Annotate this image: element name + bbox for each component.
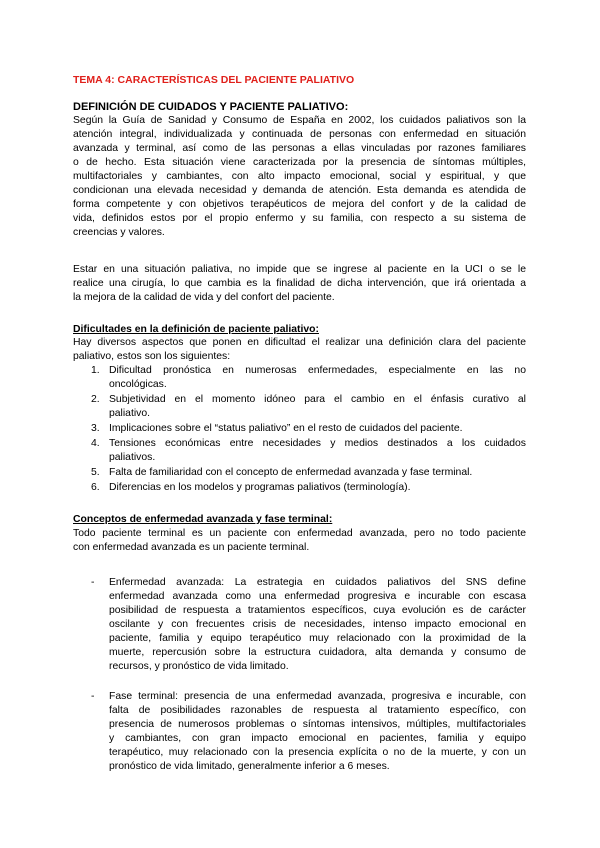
paragraph-line: realice una cirugía, lo que cambia es la finalidad de dicha intervención, que irá orientada a [73,278,526,289]
bullet-line: pronóstico de vida limitado, generalmente inferior a 6 meses. [109,761,390,772]
list-item-line: Tensiones económicas entre necesidades y medios destinados a los cuidados [109,438,526,449]
section-heading-definition: DEFINICIÓN DE CUIDADOS Y PACIENTE PALIATIVO: [73,101,349,113]
paragraph-line: Hay diversos aspectos que ponen en dificultad el realizar una definición clara del paciente [73,337,526,348]
list-number: 6. [91,482,100,493]
paragraph-line: condicionan una elevada necesidad y demanda de atención. Esta demanda es atendida de [73,185,526,196]
list-item-line: Dificultad pronóstica en numerosas enfermedades, especialmente en las no [109,365,526,376]
bullet-line: recursos, y pronóstico de vida limitado. [109,661,289,672]
paragraph-line: avanzada y terminal, así como de las personas a ellas vinculadas por razones familiares [73,143,526,154]
list-item-line: Implicaciones sobre el “status paliativo” en el resto de cuidados del paciente. [109,423,463,434]
bullet-line: terapéutico, muy relacionado con la presencia explícita o no de la muerte, y con un [109,747,526,758]
paragraph-line: vida, definidos estos por el propio enfermo y su familia, con respecto a su sistema de [73,213,526,224]
paragraph-line: creencias y valores. [73,227,165,238]
list-item-line: Falta de familiaridad con el concepto de enfermedad avanzada y fase terminal. [109,467,473,478]
bullet-line: y cambiantes, con gran impacto emocional en pacientes, familia y equipo [109,733,526,744]
bullet-line: oscilante y con frecuentes crisis de necesidades, intenso impacto emocional en [109,619,526,630]
list-item-line: oncológicas. [109,379,167,390]
list-number: 1. [91,365,100,376]
list-number: 4. [91,438,100,449]
paragraph-line: la mejora de la calidad de vida y del confort del paciente. [73,292,335,303]
document-title: TEMA 4: CARACTERÍSTICAS DEL PACIENTE PALIATIVO [73,74,355,86]
bullet-line: posibilidad de respuesta a tratamientos específicos, cuya evolución es de carácter [109,605,526,616]
paragraph-line: multifactoriales y cambiantes, con alto impacto emocional, social y espiritual, y que [73,171,526,182]
paragraph-line: o de hecho. Esta situación viene caracterizada por la presencia de síntomas múltiples, [73,157,526,168]
list-item-line: paliativos. [109,452,156,463]
bullet-line: presencia de numerosos problemas o síntomas intensivos, múltiples, multifactoriales [109,719,526,730]
section-heading-concepts: Conceptos de enfermedad avanzada y fase terminal: [73,514,333,525]
list-number: 2. [91,394,100,405]
paragraph-line: Estar en una situación paliativa, no impide que se ingrese al paciente en la UCI o se le [73,264,526,275]
paragraph-line: con enfermedad avanzada es un paciente terminal. [73,542,310,553]
list-number: 3. [91,423,100,434]
paragraph-line: Según la Guía de Sanidad y Consumo de España en 2002, los cuidados paliativos son la [73,115,526,126]
section-heading-difficulties: Dificultades en la definición de paciente paliativo: [73,324,319,335]
paragraph-line: atención integral, individualizada y continuada de personas con enfermedad en situación [73,129,526,140]
bullet-line: muerte, repercusión sobre la estructura cuidadora, alta demanda y consumo de [109,647,526,658]
bullet-line: falta de posibilidades razonables de respuesta al tratamiento específico, con [109,705,526,716]
bullet-line: Enfermedad avanzada: La estrategia en cuidados paliativos del SNS define [109,577,526,588]
paragraph-line: paliativo, estos son los siguientes: [73,351,231,362]
list-number: 5. [91,467,100,478]
list-item-line: Diferencias en los modelos y programas paliativos (terminología). [109,482,411,493]
list-item-line: Subjetividad en el momento idóneo para el cambio en el énfasis curativo al [109,394,526,405]
bullet-line: enfermedad avanzada como una enfermedad progresiva e incurable con escasa [109,591,526,602]
bullet-dash: - [91,577,95,588]
bullet-line: paciente, familia y equipo terapéutico muy relacionado con la proximidad de la [109,633,526,644]
paragraph-line: Todo paciente terminal es un paciente con enfermedad avanzada, pero no todo paciente [73,528,526,539]
bullet-line: Fase terminal: presencia de una enfermedad avanzada, progresiva e incurable, con [109,691,526,702]
list-item-line: paliativo. [109,408,151,419]
bullet-dash: - [91,691,95,702]
paragraph-line: forma competente y con objetivos terapéuticos de mejora del confort y de la calidad de [73,199,526,210]
